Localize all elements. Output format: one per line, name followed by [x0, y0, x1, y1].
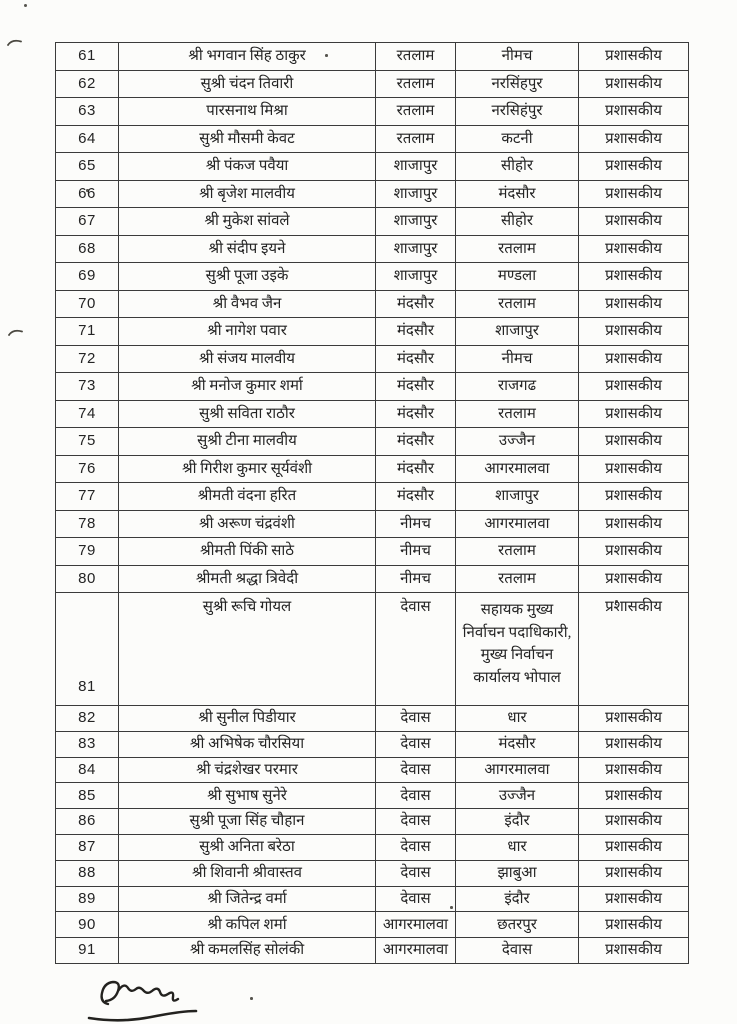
- cell-category: प्रशासकीय: [579, 757, 689, 783]
- cell-name: श्रीमती श्रद्धा त्रिवेदी: [119, 565, 376, 593]
- cell-to: आगरमालवा: [456, 455, 579, 483]
- cell-sno: 64: [56, 125, 119, 153]
- cell-name: श्री वैभव जैन: [119, 290, 376, 318]
- cell-sno: 80: [56, 565, 119, 593]
- cell-name: श्री अरूण चंद्रवंशी: [119, 510, 376, 538]
- table-row: [56, 373, 689, 401]
- cell-name: श्री गिरीश कुमार सूर्यवंशी: [119, 455, 376, 483]
- cell-to: मंदसौर: [456, 180, 579, 208]
- cell-to: मंदसौर: [456, 731, 579, 757]
- cell-from: देवास: [376, 860, 456, 886]
- cell-from: देवास: [376, 757, 456, 783]
- cell-sno: 85: [56, 783, 119, 809]
- cell-from: मंदसौर: [376, 345, 456, 373]
- pen-mark: [24, 4, 27, 7]
- table-row: [56, 510, 689, 538]
- cell-name: सुश्री चंदन तिवारी: [119, 70, 376, 98]
- cell-sno: 87: [56, 834, 119, 860]
- cell-sno: 71: [56, 318, 119, 346]
- table-row: [56, 731, 689, 757]
- cell-to: देवास: [456, 938, 579, 964]
- cell-from: देवास: [376, 731, 456, 757]
- cell-category: प्रशासकीय: [579, 731, 689, 757]
- cell-category: प्रशासकीय: [579, 783, 689, 809]
- cell-name: श्री कमलसिंह सोलंकी: [119, 938, 376, 964]
- cell-to: रतलाम: [456, 400, 579, 428]
- cell-name: श्री जितेन्द्र वर्मा: [119, 886, 376, 912]
- cell-category: प्रशासकीय: [579, 98, 689, 126]
- table-row: [56, 400, 689, 428]
- cell-sno: 86: [56, 809, 119, 835]
- cell-category: प्रशासकीय: [579, 180, 689, 208]
- cell-sno: 67: [56, 208, 119, 236]
- cell-category: प्रशासकीय: [579, 706, 689, 732]
- cell-from: रतलाम: [376, 43, 456, 71]
- cell-category: प्रशासकीय: [579, 373, 689, 401]
- table-row: [56, 538, 689, 566]
- cell-name: श्री मनोज कुमार शर्मा: [119, 373, 376, 401]
- cell-category: प्रशासकीय: [579, 565, 689, 593]
- table-row: [56, 98, 689, 126]
- cell-sno: 69: [56, 263, 119, 291]
- cell-category: प्रशासकीय: [579, 538, 689, 566]
- cell-category: प्रशासकीय: [579, 70, 689, 98]
- cell-category: प्रशासकीय: [579, 153, 689, 181]
- cell-to: उज्जैन: [456, 428, 579, 456]
- cell-to: नीमच: [456, 345, 579, 373]
- cell-category: प्रशासकीय: [579, 860, 689, 886]
- table-row: [56, 809, 689, 835]
- cell-category: प्रशासकीय: [579, 912, 689, 938]
- cell-from: मंदसौर: [376, 400, 456, 428]
- table-row: [56, 455, 689, 483]
- cell-sno: 68: [56, 235, 119, 263]
- table-row: [56, 565, 689, 593]
- cell-from: देवास: [376, 809, 456, 835]
- cell-name: श्री सुभाष सुनेरे: [119, 783, 376, 809]
- cell-to: धार: [456, 834, 579, 860]
- cell-sno: 76: [56, 455, 119, 483]
- cell-name: सुश्री मौसमी केवट: [119, 125, 376, 153]
- cell-from: नीमच: [376, 510, 456, 538]
- cell-from: शाजापुर: [376, 235, 456, 263]
- cell-from: शाजापुर: [376, 208, 456, 236]
- cell-name: श्री मुकेश सांवले: [119, 208, 376, 236]
- cell-name: श्री संजय मालवीय: [119, 345, 376, 373]
- cell-sno: 77: [56, 483, 119, 511]
- cell-to: सीहोर: [456, 208, 579, 236]
- cell-name: श्री चंद्रशेखर परमार: [119, 757, 376, 783]
- cell-category: प्रशासकीय: [579, 886, 689, 912]
- cell-from: शाजापुर: [376, 180, 456, 208]
- cell-name: श्रीमती वंदना हरित: [119, 483, 376, 511]
- cell-from: मंदसौर: [376, 483, 456, 511]
- cell-sno: 63: [56, 98, 119, 126]
- cell-to: झाबुआ: [456, 860, 579, 886]
- cell-sno: 91: [56, 938, 119, 964]
- cell-to: आगरमालवा: [456, 510, 579, 538]
- table-row: [56, 153, 689, 181]
- table-row: [56, 125, 689, 153]
- cell-from: देवास: [376, 706, 456, 732]
- cell-to: नरसिहंपुर: [456, 98, 579, 126]
- cell-to: रतलाम: [456, 290, 579, 318]
- cell-category: प्रशासकीय: [579, 834, 689, 860]
- cell-name: श्री कपिल शर्मा: [119, 912, 376, 938]
- cell-name: श्री संदीप इयने: [119, 235, 376, 263]
- cell-category: प्रशासकीय: [579, 400, 689, 428]
- table-row: [56, 235, 689, 263]
- cell-from: देवास: [376, 834, 456, 860]
- table-row: [56, 706, 689, 732]
- cell-to: नरसिंहपुर: [456, 70, 579, 98]
- table-row: [56, 318, 689, 346]
- cell-name: सुश्री पूजा सिंह चौहान: [119, 809, 376, 835]
- table-row: [56, 483, 689, 511]
- cell-to: रतलाम: [456, 538, 579, 566]
- cell-to: धार: [456, 706, 579, 732]
- cell-from: शाजापुर: [376, 153, 456, 181]
- table-row: [56, 43, 689, 71]
- table-row: [56, 345, 689, 373]
- cell-to: छतरपुर: [456, 912, 579, 938]
- cell-sno: 72: [56, 345, 119, 373]
- cell-name: सुश्री अनिता बरेठा: [119, 834, 376, 860]
- cell-name: सुश्री सविता राठौर: [119, 400, 376, 428]
- table-row: [56, 834, 689, 860]
- cell-sno: 82: [56, 706, 119, 732]
- transfer-roster-table: [55, 42, 689, 964]
- table-row: [56, 912, 689, 938]
- cell-to: नीमच: [456, 43, 579, 71]
- handwritten-signature: [86, 974, 211, 1024]
- table-row: [56, 938, 689, 964]
- cell-category: प्रशासकीय: [579, 345, 689, 373]
- cell-name: श्री बृजेश मालवीय: [119, 180, 376, 208]
- cell-category: प्रशासकीय: [579, 809, 689, 835]
- table-row: [56, 428, 689, 456]
- cell-name: सुश्री रूचि गोयल: [119, 593, 376, 706]
- cell-to: इंदौर: [456, 886, 579, 912]
- cell-to: रतलाम: [456, 565, 579, 593]
- cell-category: प्रशासकीय: [579, 208, 689, 236]
- cell-from: आगरमालवा: [376, 938, 456, 964]
- cell-from: मंदसौर: [376, 290, 456, 318]
- cell-sno: 70: [56, 290, 119, 318]
- cell-to: कटनी: [456, 125, 579, 153]
- cell-from: देवास: [376, 886, 456, 912]
- cell-name: श्री सुनील पिडीयार: [119, 706, 376, 732]
- cell-name: सुश्री पूजा उइके: [119, 263, 376, 291]
- table-row: [56, 593, 689, 706]
- cell-category: प्रशासकीय: [579, 428, 689, 456]
- cell-name: श्री शिवानी श्रीवास्तव: [119, 860, 376, 886]
- cell-name: सुश्री टीना मालवीय: [119, 428, 376, 456]
- cell-sno: 62: [56, 70, 119, 98]
- cell-category: प्रशासकीय: [579, 938, 689, 964]
- cell-to: इंदौर: [456, 809, 579, 835]
- table-body: [56, 43, 689, 964]
- cell-sno: 79: [56, 538, 119, 566]
- cell-to: शाजापुर: [456, 483, 579, 511]
- cell-from: मंदसौर: [376, 455, 456, 483]
- cell-from: शाजापुर: [376, 263, 456, 291]
- cell-category: प्रशासकीय: [579, 318, 689, 346]
- cell-name: श्री पंकज पवैया: [119, 153, 376, 181]
- cell-from: मंदसौर: [376, 373, 456, 401]
- table-row: [56, 783, 689, 809]
- cell-category: प्रशासकीय: [579, 125, 689, 153]
- table-row: [56, 886, 689, 912]
- cell-category: प्रशासकीय: [579, 43, 689, 71]
- table-row: [56, 263, 689, 291]
- cell-to: आगरमालवा: [456, 757, 579, 783]
- cell-category: प्रशासकीय: [579, 235, 689, 263]
- cell-to: सीहोर: [456, 153, 579, 181]
- cell-sno: 89: [56, 886, 119, 912]
- cell-name: श्री भगवान सिंह ठाकुर: [119, 43, 376, 71]
- cell-to: शाजापुर: [456, 318, 579, 346]
- cell-from: रतलाम: [376, 98, 456, 126]
- cell-sno: 90: [56, 912, 119, 938]
- table-row: [56, 70, 689, 98]
- cell-sno: 83: [56, 731, 119, 757]
- cell-category: प्रशासकीय: [579, 263, 689, 291]
- cell-to: सहायक मुख्य निर्वाचन पदाधिकारी, मुख्य निर्वाचन कार्यालय भोपाल: [456, 593, 579, 706]
- cell-from: आगरमालवा: [376, 912, 456, 938]
- cell-name: श्री नागेश पवार: [119, 318, 376, 346]
- table-row: [56, 180, 689, 208]
- cell-from: रतलाम: [376, 70, 456, 98]
- cell-category: प्रशासकीय: [579, 510, 689, 538]
- cell-sno: 61: [56, 43, 119, 71]
- cell-to: रतलाम: [456, 235, 579, 263]
- cell-to: मण्डला: [456, 263, 579, 291]
- pen-mark: [7, 38, 23, 47]
- scan-speck: [250, 997, 253, 1000]
- cell-sno: 81: [56, 593, 119, 706]
- cell-from: नीमच: [376, 565, 456, 593]
- cell-name: पारसनाथ मिश्रा: [119, 98, 376, 126]
- cell-sno: 66: [56, 180, 119, 208]
- cell-from: नीमच: [376, 538, 456, 566]
- cell-from: मंदसौर: [376, 318, 456, 346]
- cell-category: प्रशासकीय: [579, 483, 689, 511]
- cell-from: देवास: [376, 783, 456, 809]
- table-row: [56, 290, 689, 318]
- cell-sno: 84: [56, 757, 119, 783]
- table-row: [56, 208, 689, 236]
- cell-to: राजगढ: [456, 373, 579, 401]
- cell-category: प्रशासकीय: [579, 455, 689, 483]
- cell-sno: 78: [56, 510, 119, 538]
- cell-sno: 65: [56, 153, 119, 181]
- cell-sno: 88: [56, 860, 119, 886]
- pen-mark: [8, 328, 24, 337]
- cell-category: प्रशासकीय: [579, 290, 689, 318]
- cell-category: प्रशासकीय: [579, 593, 689, 706]
- cell-sno: 73: [56, 373, 119, 401]
- cell-name: श्रीमती पिंकी साठे: [119, 538, 376, 566]
- cell-from: रतलाम: [376, 125, 456, 153]
- cell-to: उज्जैन: [456, 783, 579, 809]
- cell-name: श्री अभिषेक चौरसिया: [119, 731, 376, 757]
- cell-sno: 74: [56, 400, 119, 428]
- cell-sno: 75: [56, 428, 119, 456]
- cell-from: मंदसौर: [376, 428, 456, 456]
- table-row: [56, 757, 689, 783]
- cell-from: देवास: [376, 593, 456, 706]
- table-row: [56, 860, 689, 886]
